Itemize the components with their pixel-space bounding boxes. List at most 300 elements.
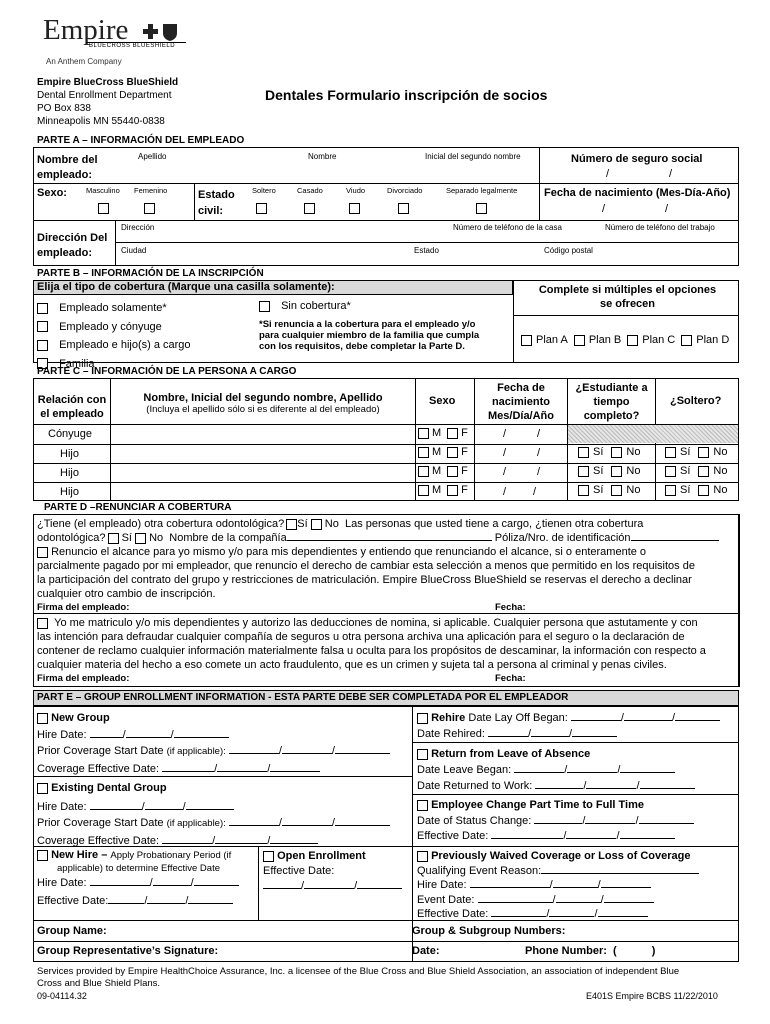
renuncio-checkbox[interactable] bbox=[37, 547, 48, 558]
status-change-yy[interactable] bbox=[639, 815, 694, 824]
rehire-block bbox=[417, 710, 720, 742]
option-conyuge[interactable] bbox=[37, 319, 162, 335]
slash: / bbox=[635, 814, 639, 827]
nombre-del-text: Nombre del bbox=[37, 154, 98, 166]
sin-cobertura-checkbox[interactable] bbox=[259, 301, 270, 312]
dep-4-dob-slash-2: / bbox=[533, 486, 537, 498]
nh-hire-dd[interactable] bbox=[153, 877, 191, 886]
autorizo-text-1: Yo me matriculo y/o mis dependientes y autorizo las deducciones de nomina, si aplicable. Cualquier persona que astutamente y con bbox=[54, 617, 698, 629]
waive-note-2: para cualquier miembro de la familia que cumpla bbox=[259, 330, 480, 341]
waived-checkbox[interactable] bbox=[417, 851, 428, 862]
wc-eff-mm[interactable] bbox=[491, 908, 546, 917]
part-full-block bbox=[417, 798, 694, 845]
waive-note-1: *Si renuncia a la cobertura para el empleado y/o bbox=[259, 319, 476, 330]
new-hire-label: New Hire – bbox=[51, 849, 108, 861]
dep-4-f-checkbox[interactable] bbox=[447, 485, 458, 496]
f-label: F bbox=[461, 465, 468, 477]
viudo-checkbox[interactable] bbox=[349, 203, 360, 214]
wc-event-mm[interactable] bbox=[478, 894, 553, 903]
ng-if-applicable: (if applicable): bbox=[166, 746, 226, 757]
option-hijos-label: Empleado e hijo(s) a cargo bbox=[59, 339, 191, 351]
nombre-header-1: Nombre, Inicial del segundo nombre, Apellido bbox=[143, 392, 383, 404]
fecha-header-3: Mes/Día/Año bbox=[487, 410, 554, 422]
wc-eff-yy[interactable] bbox=[598, 908, 648, 917]
estudiante-header-3: completo? bbox=[583, 410, 640, 422]
dob-slash-2: / bbox=[665, 203, 669, 215]
slash: / bbox=[617, 764, 621, 776]
qualifying-input[interactable] bbox=[541, 865, 699, 874]
phone-paren-close: ) bbox=[651, 945, 656, 957]
plan-a-label: Plan A bbox=[536, 334, 568, 346]
new-group-checkbox[interactable] bbox=[37, 713, 48, 724]
eg-cov-eff-mm[interactable] bbox=[162, 835, 212, 844]
dep-1-dob-slash-2: / bbox=[537, 428, 541, 440]
dep-3-student-si-checkbox[interactable] bbox=[578, 466, 589, 477]
slash: / bbox=[144, 895, 148, 907]
returned-dd[interactable] bbox=[586, 780, 636, 789]
nombre-compania-label: Nombre de la compañía bbox=[169, 532, 287, 544]
slash: / bbox=[141, 800, 145, 813]
ssn-slash-1: / bbox=[606, 168, 610, 180]
si-label: Sí bbox=[680, 484, 691, 496]
wc-eff-dd[interactable] bbox=[549, 908, 594, 917]
firma-1-label: Firma del empleado: bbox=[37, 602, 130, 613]
compania-input[interactable] bbox=[287, 532, 492, 541]
rep-signature-label: Group Representative’s Signature: bbox=[37, 945, 219, 957]
option-empleado[interactable] bbox=[37, 300, 167, 316]
si-label: Sí bbox=[593, 484, 604, 496]
option-conyuge-checkbox[interactable] bbox=[37, 321, 48, 332]
rehired-dd[interactable] bbox=[531, 728, 569, 737]
si-label: Sí bbox=[680, 465, 691, 477]
waive-note bbox=[259, 319, 479, 352]
slash: / bbox=[267, 834, 271, 847]
slash: / bbox=[185, 895, 189, 907]
fecha-1-label: Fecha: bbox=[495, 602, 526, 613]
slash: / bbox=[267, 762, 271, 775]
oe-eff-yy[interactable] bbox=[357, 880, 402, 889]
dep-4-single-si-checkbox[interactable] bbox=[665, 485, 676, 496]
empleado-text: empleado: bbox=[37, 169, 93, 181]
return-leave-checkbox[interactable] bbox=[417, 749, 428, 760]
dep-4-single-no-checkbox[interactable] bbox=[698, 485, 709, 496]
sexo-header: Sexo bbox=[429, 395, 456, 407]
autorizo-block bbox=[37, 616, 737, 672]
slash: / bbox=[600, 893, 604, 906]
returned-mm[interactable] bbox=[535, 780, 583, 789]
dep-2-single bbox=[665, 446, 727, 458]
new-hire-block bbox=[37, 849, 255, 908]
empleado2-text: empleado: bbox=[37, 247, 93, 259]
soltero-checkbox[interactable] bbox=[256, 203, 267, 214]
ng-cov-eff-dd[interactable] bbox=[217, 763, 267, 772]
option-conyuge-label: Empleado y cónyuge bbox=[59, 320, 162, 333]
oe-eff-mm[interactable] bbox=[263, 880, 301, 889]
waived-label: Previously Waived Coverage or Loss of Coverage bbox=[431, 850, 691, 862]
slash: / bbox=[552, 893, 556, 906]
slash: / bbox=[331, 745, 335, 757]
slash: / bbox=[122, 728, 126, 741]
plan-d-checkbox[interactable] bbox=[681, 335, 692, 346]
direccion-del-text: Dirección Del bbox=[37, 232, 108, 244]
dep-4-single bbox=[665, 484, 727, 496]
firma-2-label: Firma del empleado: bbox=[37, 673, 130, 684]
part-e-heading: PART E – GROUP ENROLLMENT INFORMATION - ESTA PARTE DEBE SER COMPLETADA POR EL EMPLEADOR bbox=[37, 692, 569, 703]
new-group-block bbox=[37, 710, 390, 777]
ciudad-label: Ciudad bbox=[121, 246, 147, 255]
ng-hire-date-label: Hire Date: bbox=[37, 728, 87, 741]
plan-a-checkbox[interactable] bbox=[521, 335, 532, 346]
direccion-empleado-label bbox=[37, 231, 107, 261]
no-label: No bbox=[713, 446, 728, 458]
rehired-label: Date Rehired: bbox=[417, 728, 485, 740]
return-leave-label: Return from Leave of Absence bbox=[431, 748, 591, 760]
employee-name-input[interactable] bbox=[115, 163, 535, 181]
f-label: F bbox=[461, 446, 468, 458]
dep-row-3-sexo bbox=[418, 465, 468, 477]
wc-hire-mm[interactable] bbox=[470, 879, 550, 888]
new-group-label: New Group bbox=[51, 712, 110, 724]
dep-3-dob-slash-2: / bbox=[537, 466, 541, 478]
leave-began-label: Date Leave Began: bbox=[417, 764, 512, 776]
plan-c[interactable] bbox=[627, 334, 675, 346]
estado-text: Estado bbox=[198, 189, 235, 201]
eg-if-applicable: (if applicable): bbox=[166, 818, 226, 829]
slash: / bbox=[594, 908, 598, 920]
part-d-heading: PARTE D –RENUNCIAR A COBERTURA bbox=[44, 502, 232, 513]
ng-prior-label: Prior Coverage Start Date bbox=[37, 745, 164, 757]
rehire-checkbox[interactable] bbox=[417, 713, 428, 724]
slash: / bbox=[190, 877, 194, 889]
footer-line-1: Services provided by Empire HealthChoice Assurance, Inc. a licensee of the Blue Cross and Blue Shield Association, an association of independent Blue bbox=[37, 966, 680, 977]
femenino-label: Femenino bbox=[134, 186, 168, 195]
dep-row-1-rel: Cónyuge bbox=[48, 428, 93, 440]
relacion-header-2: el empleado bbox=[40, 408, 104, 420]
page-title: Dentales Formulario inscripción de socios bbox=[265, 87, 548, 103]
plan-options bbox=[521, 334, 729, 346]
existing-group-block bbox=[37, 780, 390, 849]
option-empleado-checkbox[interactable] bbox=[37, 303, 48, 314]
part-full-label: Employee Change Part Time to Full Time bbox=[431, 799, 644, 811]
sin-cobertura-label: Sin cobertura* bbox=[281, 300, 351, 312]
layoff-mm[interactable] bbox=[571, 712, 621, 721]
eg-cov-eff-dd[interactable] bbox=[215, 835, 267, 844]
layoff-yy[interactable] bbox=[675, 712, 720, 721]
autorizo-checkbox[interactable] bbox=[37, 618, 48, 629]
existing-group-label: Existing Dental Group bbox=[51, 782, 167, 794]
plan-d[interactable] bbox=[681, 334, 729, 346]
dep-row-4-rel: Hijo bbox=[60, 486, 79, 498]
apellido-label: Apellido bbox=[138, 152, 167, 161]
q2-si-checkbox[interactable] bbox=[108, 533, 119, 544]
slash: / bbox=[278, 745, 282, 757]
casado-checkbox[interactable] bbox=[304, 203, 315, 214]
relacion-header-1: Relación con bbox=[37, 394, 107, 406]
slash: / bbox=[214, 762, 218, 775]
eg-hire-date-dd[interactable] bbox=[145, 801, 183, 810]
status-change-mm[interactable] bbox=[534, 815, 582, 824]
separado-label: Separado legalmente bbox=[446, 186, 518, 195]
separado-checkbox[interactable] bbox=[476, 203, 487, 214]
dep-row-2-sexo bbox=[418, 446, 468, 458]
ng-hire-date-yy[interactable] bbox=[174, 729, 229, 738]
wc-event-dd[interactable] bbox=[556, 894, 601, 903]
eg-hire-date-yy[interactable] bbox=[186, 801, 234, 810]
phone-text: Phone Number: bbox=[525, 945, 607, 957]
open-enrollment-checkbox[interactable] bbox=[263, 851, 274, 862]
dep-3-m-checkbox[interactable] bbox=[418, 466, 429, 477]
estado-label: Estado bbox=[414, 246, 439, 255]
tel-casa-label: Número de teléfono de la casa bbox=[453, 223, 562, 232]
dep-3-single-no-checkbox[interactable] bbox=[698, 466, 709, 477]
layoff-dd[interactable] bbox=[624, 712, 672, 721]
sexo-label: Sexo: bbox=[37, 187, 67, 199]
dep-2-dob-slash-2: / bbox=[537, 447, 541, 459]
renuncio-text-3: la participación del contrato del grupo y restricciones de matriculación. Empire BlueCross BlueShield se reservas el derecho a declinar bbox=[37, 574, 692, 586]
dep-4-student-no-checkbox[interactable] bbox=[611, 485, 622, 496]
dob-slash-1: / bbox=[602, 203, 606, 215]
renuncio-text-4: cualquier otro cambio de inscripción. bbox=[37, 588, 216, 600]
slash: / bbox=[636, 780, 640, 792]
pf-eff-yy[interactable] bbox=[620, 830, 675, 839]
dep-3-student-no-checkbox[interactable] bbox=[611, 466, 622, 477]
casado-label: Casado bbox=[297, 186, 323, 195]
tel-trabajo-label: Número de teléfono del trabajo bbox=[605, 223, 715, 232]
eg-cov-eff-yy[interactable] bbox=[270, 835, 318, 844]
dep-2-student bbox=[578, 446, 640, 458]
slash: / bbox=[616, 830, 620, 842]
q1-si-label: Sí bbox=[297, 518, 308, 530]
multiples-line-1: Complete si múltiples el opciones bbox=[538, 284, 717, 296]
nh-hire-mm[interactable] bbox=[90, 877, 150, 886]
option-familia-label: Familia bbox=[59, 357, 95, 370]
nh-hire-yy[interactable] bbox=[194, 877, 239, 886]
eg-prior-mm[interactable] bbox=[229, 817, 279, 826]
part-a-heading: PARTE A – INFORMACIÓN DEL EMPLEADO bbox=[37, 135, 245, 146]
si-label: Sí bbox=[680, 446, 691, 458]
dep-row-3-rel: Hijo bbox=[60, 467, 79, 479]
dep-4-student bbox=[578, 484, 640, 496]
ssn-label: Número de seguro social bbox=[571, 153, 703, 165]
dep-2-m-checkbox[interactable] bbox=[418, 447, 429, 458]
slash: / bbox=[182, 800, 186, 813]
phone-label bbox=[525, 945, 655, 957]
address-block bbox=[37, 76, 178, 128]
f-label: F bbox=[461, 427, 468, 439]
estudiante-header bbox=[569, 381, 654, 423]
option-empleado-label: Empleado solamente* bbox=[59, 302, 167, 314]
address-line-2: Dental Enrollment Department bbox=[37, 90, 172, 101]
oe-eff-dd[interactable] bbox=[304, 880, 354, 889]
option-hijos[interactable] bbox=[37, 337, 191, 353]
eg-prior-yy[interactable] bbox=[335, 817, 390, 826]
date-label: Date: bbox=[412, 945, 440, 957]
inicial-label: Inicial del segundo nombre bbox=[425, 152, 521, 161]
ng-hire-date-dd[interactable] bbox=[126, 729, 171, 738]
nh-eff-yy[interactable] bbox=[188, 895, 233, 904]
estudiante-header-1: ¿Estudiante a bbox=[575, 382, 648, 394]
f-label: F bbox=[461, 484, 468, 496]
leave-began-dd[interactable] bbox=[567, 764, 617, 773]
rehired-mm[interactable] bbox=[488, 728, 528, 737]
no-label: No bbox=[713, 484, 728, 496]
wc-hire-label: Hire Date: bbox=[417, 879, 467, 891]
ng-hire-date-mm[interactable] bbox=[90, 729, 123, 738]
multiples-line-2: se ofrecen bbox=[599, 298, 656, 310]
fecha-2-label: Fecha: bbox=[495, 673, 526, 684]
m-label: M bbox=[432, 484, 442, 496]
dep-2-f-checkbox[interactable] bbox=[447, 447, 458, 458]
plan-d-label: Plan D bbox=[696, 334, 730, 346]
logo-company: An Anthem Company bbox=[46, 57, 122, 66]
status-change-label: Date of Status Change: bbox=[417, 814, 532, 827]
leave-began-mm[interactable] bbox=[514, 764, 564, 773]
ng-cov-eff-mm[interactable] bbox=[162, 763, 214, 772]
dep-3-student bbox=[578, 465, 640, 477]
renuncio-text-2: parcialmente pagado por mi empleador, que renuncio el derecho de cambiar esta selección a menos que permitido en los requisitos de bbox=[37, 560, 695, 572]
ng-prior-dd[interactable] bbox=[282, 745, 332, 754]
slash: / bbox=[564, 764, 568, 776]
slash: / bbox=[278, 817, 282, 829]
autorizo-text-4: cualquier materia del hecho a eso comete un acto fraudulento, que es un crimen y sujeta tal a persona al criminal y penas civiles. bbox=[37, 659, 667, 671]
soltero-header: ¿Soltero? bbox=[670, 395, 722, 407]
sexo-masculino-checkbox[interactable] bbox=[98, 203, 109, 214]
nombre-header-2: (Incluya el apellido sólo si es diferente al del empleado) bbox=[146, 404, 380, 415]
ng-cov-eff-yy[interactable] bbox=[270, 763, 320, 772]
dep-1-f-checkbox[interactable] bbox=[447, 428, 458, 439]
nombre-label: Nombre bbox=[308, 152, 337, 161]
status-change-dd[interactable] bbox=[585, 815, 635, 824]
slash: / bbox=[563, 830, 567, 842]
dep-row-1-sexo bbox=[418, 427, 468, 439]
wc-hire-yy[interactable] bbox=[601, 879, 651, 888]
dep-2-single-si-checkbox[interactable] bbox=[665, 447, 676, 458]
plan-c-checkbox[interactable] bbox=[627, 335, 638, 346]
plan-b[interactable] bbox=[574, 334, 621, 346]
q2-si-label: Sí bbox=[121, 532, 132, 544]
slash: / bbox=[549, 879, 553, 891]
eg-prior-label: Prior Coverage Start Date bbox=[37, 817, 164, 829]
part-full-checkbox[interactable] bbox=[417, 800, 428, 811]
rehired-yy[interactable] bbox=[572, 728, 617, 737]
slash: / bbox=[582, 814, 586, 827]
q1-si-checkbox[interactable] bbox=[286, 519, 297, 530]
plan-b-label: Plan B bbox=[588, 334, 622, 346]
dep-2-student-si-checkbox[interactable] bbox=[578, 447, 589, 458]
option-sin-cobertura[interactable] bbox=[259, 300, 351, 312]
plan-b-checkbox[interactable] bbox=[574, 335, 585, 346]
layoff-label: Date Lay Off Began: bbox=[468, 712, 568, 724]
ng-prior-mm[interactable] bbox=[229, 745, 279, 754]
dep-4-student-si-checkbox[interactable] bbox=[578, 485, 589, 496]
eg-prior-dd[interactable] bbox=[282, 817, 332, 826]
dep-3-f-checkbox[interactable] bbox=[447, 466, 458, 477]
no-label: No bbox=[626, 465, 641, 477]
q1-no-label: No bbox=[324, 518, 339, 530]
qualifying-label: Qualifying Event Reason: bbox=[417, 864, 542, 877]
pf-eff-mm[interactable] bbox=[491, 830, 563, 839]
m-label: M bbox=[432, 465, 442, 477]
cross-shield-icon bbox=[141, 22, 181, 42]
existing-group-checkbox[interactable] bbox=[37, 783, 48, 794]
autorizo-text-2: las intención para defraudar cualquier compañía de seguros u otra persona archiva una aplicación para el seguro o la declaración de bbox=[37, 631, 685, 643]
otra-cobertura-question bbox=[37, 517, 737, 601]
dep-1-m-checkbox[interactable] bbox=[418, 428, 429, 439]
no-label: No bbox=[626, 446, 641, 458]
returned-label: Date Returned to Work: bbox=[417, 780, 533, 792]
logo bbox=[38, 14, 198, 69]
dep-1-dob-slash-1: / bbox=[503, 428, 507, 440]
q1-no-checkbox[interactable] bbox=[311, 519, 322, 530]
dep-3-dob-slash-1: / bbox=[503, 466, 507, 478]
dob-label: Fecha de nacimiento (Mes-Día-Año) bbox=[544, 187, 731, 199]
nh-effective-label: Effective Date: bbox=[37, 895, 109, 907]
dep-3-single bbox=[665, 465, 727, 477]
wc-event-yy[interactable] bbox=[604, 894, 654, 903]
dep-2-single-no-checkbox[interactable] bbox=[698, 447, 709, 458]
dep-4-m-checkbox[interactable] bbox=[418, 485, 429, 496]
poliza-input[interactable] bbox=[631, 532, 719, 541]
address-line-1: Empire BlueCross BlueShield bbox=[37, 77, 179, 88]
logo-brand: Empire bbox=[43, 14, 129, 46]
coverage-options bbox=[37, 300, 191, 374]
q2-no-checkbox[interactable] bbox=[135, 533, 146, 544]
poliza-label: Póliza/Nro. de identificación bbox=[494, 532, 631, 544]
footer-form: E401S Empire BCBS 11/22/2010 bbox=[586, 991, 718, 1001]
new-hire-prob-2: applicable) to determine Effective Date bbox=[57, 863, 220, 874]
returned-yy[interactable] bbox=[640, 780, 695, 789]
sexo-femenino-checkbox[interactable] bbox=[144, 203, 155, 214]
dep-2-student-no-checkbox[interactable] bbox=[611, 447, 622, 458]
slash: / bbox=[671, 712, 676, 724]
wc-hire-dd[interactable] bbox=[553, 879, 598, 888]
group-name-label: Group Name: bbox=[37, 925, 107, 937]
ssn-slash-2: / bbox=[669, 168, 673, 180]
conyuge-estudiante-na bbox=[568, 425, 738, 443]
pf-eff-date-label: Effective Date: bbox=[417, 830, 489, 842]
fecha-header-2: nacimiento bbox=[491, 396, 551, 408]
dep-3-single-si-checkbox[interactable] bbox=[665, 466, 676, 477]
oe-effective-label: Effective Date: bbox=[263, 865, 335, 877]
eg-hire-date-mm[interactable] bbox=[90, 801, 142, 810]
leave-began-yy[interactable] bbox=[620, 764, 675, 773]
m-label: M bbox=[432, 427, 442, 439]
fecha-header-1: Fecha de bbox=[497, 382, 545, 394]
divorciado-checkbox[interactable] bbox=[398, 203, 409, 214]
no-label: No bbox=[626, 484, 641, 496]
estudiante-header-2: tiempo bbox=[593, 396, 630, 408]
ng-prior-yy[interactable] bbox=[335, 745, 390, 754]
q1-text: ¿Tiene (el empleado) otra cobertura odontológica? bbox=[37, 518, 285, 530]
postal-label: Código postal bbox=[544, 246, 593, 255]
option-hijos-checkbox[interactable] bbox=[37, 340, 48, 351]
plan-a[interactable] bbox=[521, 334, 568, 346]
nh-eff-dd[interactable] bbox=[147, 895, 185, 904]
open-enrollment-block bbox=[263, 849, 402, 894]
pf-eff-dd[interactable] bbox=[566, 830, 616, 839]
slash: / bbox=[527, 728, 531, 740]
new-hire-checkbox[interactable] bbox=[37, 850, 48, 861]
slash: / bbox=[354, 880, 358, 892]
nh-eff-mm[interactable] bbox=[108, 895, 144, 904]
no-label: No bbox=[713, 465, 728, 477]
multiples-label bbox=[520, 283, 735, 311]
q2a-text: odontológica? bbox=[37, 532, 106, 544]
rehire-label: Rehire bbox=[431, 712, 466, 724]
logo-sub: BLUECROSS BLUESHIELD bbox=[89, 43, 176, 49]
direccion-label: Dirección bbox=[121, 223, 155, 232]
fecha-header bbox=[476, 381, 566, 423]
